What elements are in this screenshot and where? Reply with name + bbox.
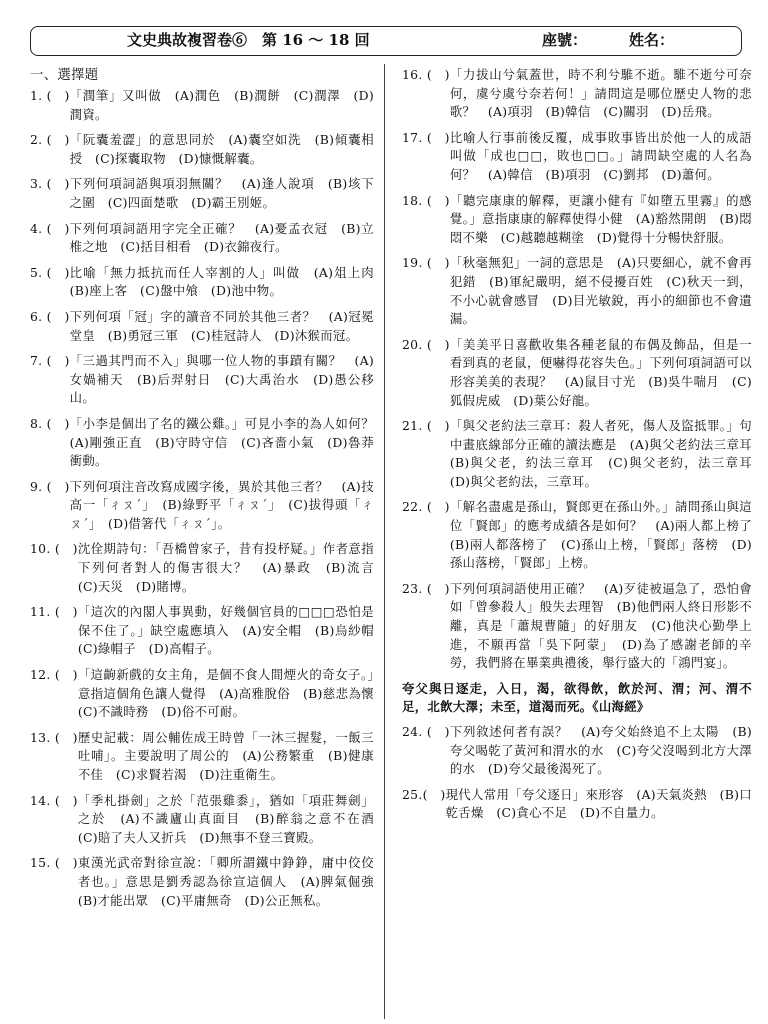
question-number[interactable]: 21. ( ) (402, 418, 450, 434)
question-text: 下列何項「冠」字的讀音不同於其他三者？ (A)冠冕堂皇 (B)勇冠三軍 (C)桂冠詩人 (D)沐猴而冠。 (69, 308, 374, 343)
left-column (30, 66, 387, 917)
question-text: 歷史記載：周公輔佐成王時曾「一沐三握髮，一飯三吐哺」。主要說明了周公的 (A)公務繁重 (B)健康不佳 (C)求賢若渴 (D)注重衛生。 (77, 729, 374, 782)
question-item (30, 220, 374, 257)
question-item (30, 854, 387, 910)
question-number[interactable]: 6. ( ) (30, 308, 70, 324)
question-number[interactable]: 20. ( ) (402, 336, 450, 352)
question-text: 「季札掛劍」之於「范張雞黍」，猶如「項莊舞劍」之於 (A)不識廬山真面目 (B)醉翁之意不在酒 (C)賠了夫人又折兵 (D)無事不登三寶殿。 (77, 792, 387, 845)
right-column (402, 66, 765, 830)
question-item (30, 792, 387, 848)
question-text: 現代人常用「夸父逐日」來形容 (A)天氣炎熱 (B)口乾舌燥 (C)貪心不足 (D)不自量力。 (445, 786, 752, 821)
question-number[interactable]: 18. ( ) (402, 192, 450, 208)
question-text: 「潤筆」又叫做 (A)潤色 (B)潤餅 (C)潤澤 (D)潤資。 (69, 88, 374, 122)
question-number[interactable]: 5. ( ) (30, 264, 70, 280)
question-text: 比喻人行事前後反覆，成事敗事皆出於他一人的成語叫做「成也□□，敗也□□。」請問缺空處的人名為何？ (A)韓信 (B)項羽 (C)劉邦 (D)蕭何。 (449, 129, 752, 182)
question-item (402, 66, 752, 122)
left-question-list (30, 87, 387, 910)
right-question-list (402, 66, 765, 673)
question-number[interactable]: 13. ( ) (30, 729, 78, 745)
question-item (30, 415, 387, 471)
seat-number-label: 座號： (542, 31, 588, 49)
question-text: 東漢光武帝對徐宣說：「卿所謂鐵中錚錚，庸中佼佼者也。」意思是劉秀認為徐宣這個人 (A)脾氣倔強 (B)才能出眾 (C)平庸無奇 (D)公正無私。 (77, 855, 387, 908)
question-number[interactable]: 22. ( ) (402, 499, 450, 515)
question-text: 比喻「無力抵抗而任人宰割的人」叫做 (A)俎上肉 (B)座上客 (C)盤中飧 (D)池中物。 (69, 264, 387, 299)
question-number[interactable]: 16. ( ) (402, 67, 450, 82)
question-item (402, 129, 752, 185)
question-number[interactable]: 9. ( ) (30, 478, 70, 494)
question-item (402, 254, 752, 328)
question-text: 「小李是個出了名的鐵公雞。」可見小李的為人如何？ (A)剛強正直 (B)守時守信 (C)吝嗇小氣 (D)魯莽衝動。 (69, 415, 387, 469)
question-text: 「美美平日喜歡收集各種老鼠的布偶及飾品，但是一看到真的老鼠，便嚇得花容失色。」下列何項詞語可以形容美美的表現？ (A)鼠目寸光 (B)吳牛喘月 (C)狐假虎威 (D)葉公好龍。 (449, 336, 752, 408)
question-item (402, 192, 752, 248)
question-number[interactable]: 17. ( ) (402, 129, 450, 145)
question-number[interactable]: 12. ( ) (30, 667, 78, 683)
question-item (30, 666, 387, 722)
question-text: 「聽完康康的解釋，更讓小健有『如墮五里霧』的感覺。」意指康康的解釋使得小健 (A)豁然開朗 (B)悶悶不樂 (C)越聽越糊塗 (D)覺得十分暢快舒服。 (449, 192, 752, 245)
question-item (30, 352, 374, 408)
question-text: 下列何項詞語使用正確？ (A)歹徒被逼急了，恐怕會如「曾參殺人」般失去理智 (B)他們兩人終日形影不離，真是「蕭規曹隨」的好朋友 (C)他決心勤學上進，不願再當「吳下阿蒙」 (D)為了感謝老師的辛勞，我們將在畢業典禮後，舉行盛大的「鴻門宴」。 (449, 580, 752, 671)
question-item (30, 308, 374, 345)
question-text: 「三過其門而不入」與哪一位人物的事蹟有關？ (A)女媧補天 (B)后羿射日 (C)大禹治水 (D)愚公移山。 (69, 353, 374, 406)
question-text: 「這齣新戲的女主角，是個不食人間煙火的奇女子。」意指這個角色讓人覺得 (A)高雅脫俗 (B)慈悲為懷 (C)不識時務 (D)俗不可耐。 (77, 667, 387, 720)
question-number[interactable]: 15. ( ) (30, 855, 78, 871)
question-text: 沈佺期詩句：「吾橋曾家子，昔有投杼疑。」作者意指下列何者對人的傷害很大？ (A)暴政 (B)流言 (C)天災 (D)賭博。 (77, 541, 387, 594)
question-number[interactable]: 4. ( ) (30, 220, 70, 236)
question-item (30, 540, 387, 596)
question-item (30, 87, 374, 124)
question-number[interactable]: 14. ( ) (30, 792, 78, 808)
question-text: 下列敘述何者有誤？ (A)夸父始終追不上太陽 (B)夸父喝乾了黃河和渭水的水 (C)夸父沒喝到北方大澤的水 (D)夸父最後渴死了。 (449, 724, 752, 777)
question-item (30, 264, 387, 301)
question-item (30, 478, 374, 534)
question-text: 「解名盡處是孫山，賢郎更在孫山外。」請問孫山與這位「賢郎」的應考成績各是如何？ (A)兩人都上榜了 (B)兩人都落榜了 (C)孫山上榜，「賢郎」落榜 (D)孫山落榜，「賢郎」上榜。 (449, 499, 765, 571)
question-number[interactable]: 23. ( ) (402, 580, 450, 596)
question-number[interactable]: 1. ( ) (30, 88, 70, 103)
question-number[interactable]: 2. ( ) (30, 132, 70, 148)
question-text: 「阮囊羞澀」的意思同於 (A)囊空如洗 (B)傾囊相授 (C)探囊取物 (D)慷慨解囊。 (69, 132, 374, 166)
question-text: 「力拔山兮氣蓋世，時不利兮騅不逝。騅不逝兮可奈何，虞兮虞兮奈若何！」請問這是哪位歷史人物的悲歌？ (A)項羽 (B)韓信 (C)關羽 (D)岳飛。 (449, 67, 752, 120)
question-item (30, 729, 374, 785)
question-number[interactable]: 10. ( ) (30, 541, 78, 557)
question-item (402, 580, 752, 673)
question-item (402, 417, 765, 491)
exam-header (30, 26, 742, 56)
question-text: 「與父老約法三章耳：殺人者死，傷人及盜抵罪。」句中畫底線部分正確的讀法應是 (A)與父老約法三章耳 (B)與父老，約法三章耳 (C)與父老約，法三章耳 (D)與父老約法，三章耳。 (449, 418, 765, 489)
exam-title: 文史典故複習卷⑥ 第 16 ～ 18 回 (127, 31, 370, 49)
question-number[interactable]: 3. ( ) (30, 176, 70, 192)
name-label: 姓名： (629, 31, 675, 49)
question-text: 下列何項詞語與項羽無關？ (A)逢人說項 (B)垓下之圍 (C)四面楚歌 (D)霸王別姬。 (69, 176, 374, 210)
question-item (30, 131, 374, 168)
question-item (402, 498, 765, 572)
question-item (402, 723, 752, 779)
question-number[interactable]: 8. ( ) (30, 415, 70, 431)
question-number[interactable]: 7. ( ) (30, 353, 70, 369)
question-number[interactable]: 19. ( ) (402, 255, 450, 271)
question-number[interactable]: 11. ( ) (30, 604, 78, 620)
question-text: 「秋毫無犯」一詞的意思是 (A)只要細心，就不會再犯錯 (B)軍紀嚴明，絕不侵擾百姓 (C)秋天一到，不小心就會感冒 (D)目光敏銳，再小的細節也不會遺漏。 (449, 255, 752, 327)
question-item (30, 175, 374, 212)
question-text: 下列何項詞語用字完全正確？ (A)憂孟衣冠 (B)立椎之地 (C)括目相看 (D)衣錦夜行。 (69, 220, 374, 255)
question-item (402, 786, 752, 823)
question-text: 下列何項注音改寫成國字後，異於其他三者？ (A)技高一「ㄔㄡˊ」 (B)綠野平「ㄔㄡˊ」 (C)拔得頭「ㄔㄡˊ」 (D)借箸代「ㄔㄡˊ」。 (69, 478, 374, 531)
section-title: 一、選擇題 (30, 68, 99, 83)
passage-question-list (402, 723, 752, 823)
question-item (30, 603, 387, 659)
question-number[interactable]: 25.( ) (402, 786, 446, 802)
reading-passage: 夸父與日逐走，入日，渴，欲得飲，飲於河、渭；河、渭不足，北飲大澤；未至，道渴而死。《山海經》 (402, 680, 752, 715)
question-item (402, 336, 752, 410)
question-number[interactable]: 24. ( ) (402, 724, 450, 739)
question-text: 「這次的內閣人事異動，好幾個官員的□□□恐怕是保不住了。」缺空處應填入 (A)安全帽 (B)烏紗帽 (C)綠帽子 (D)高帽子。 (77, 604, 387, 657)
